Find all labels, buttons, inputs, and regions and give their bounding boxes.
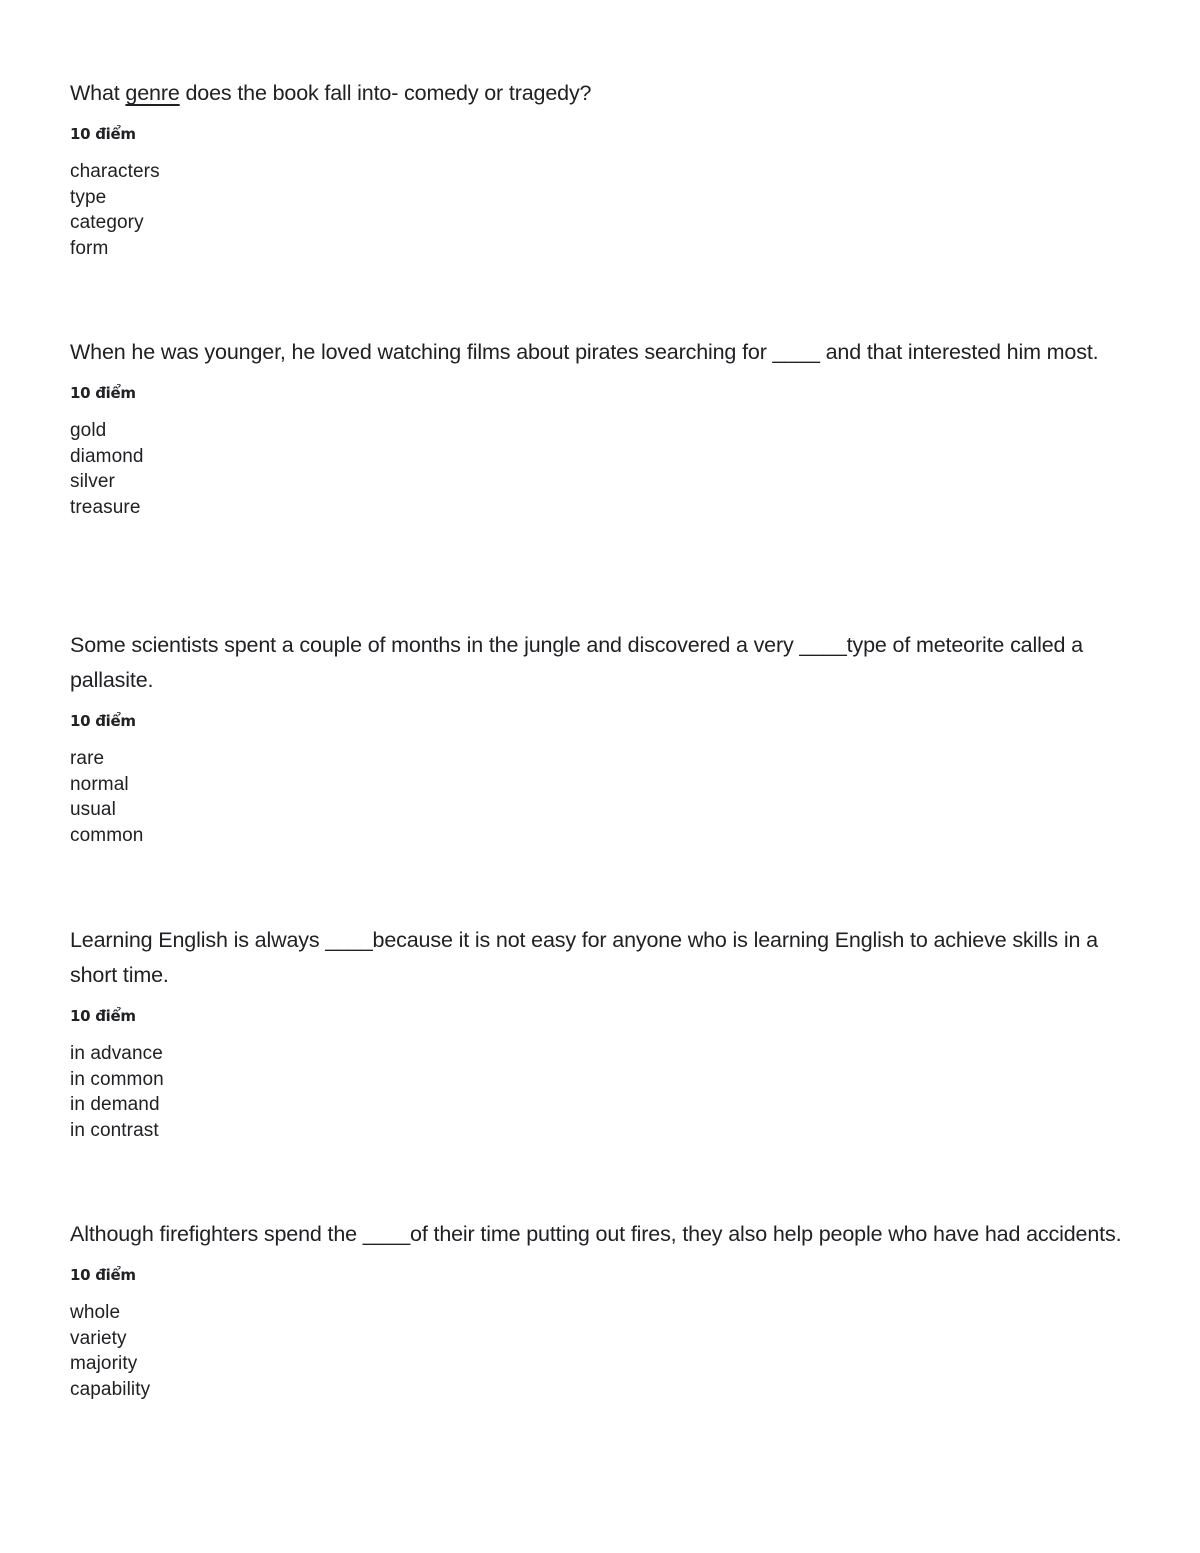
answer-option[interactable]: diamond: [70, 445, 144, 467]
points-label: 10 điểm: [70, 712, 136, 730]
question-text-part: What: [70, 81, 126, 105]
question-2: [70, 335, 1150, 520]
answer-options: [70, 746, 1150, 848]
answer-option[interactable]: silver: [70, 471, 115, 492]
answer-option[interactable]: treasure: [70, 496, 141, 518]
answer-option[interactable]: common: [70, 824, 144, 846]
answer-option[interactable]: capability: [70, 1378, 151, 1400]
question-3: [70, 628, 1150, 848]
answer-option[interactable]: usual: [70, 799, 116, 820]
answer-option[interactable]: type: [70, 186, 107, 208]
answer-options: [70, 418, 1150, 520]
points-label: 10 điểm: [70, 125, 136, 143]
question-4: [70, 923, 1150, 1143]
underlined-word: genre: [125, 81, 180, 105]
question-text: [70, 76, 1150, 111]
answer-option[interactable]: gold: [70, 420, 107, 441]
answer-option[interactable]: characters: [70, 161, 160, 182]
answer-option[interactable]: in contrast: [70, 1119, 159, 1141]
answer-option[interactable]: in common: [70, 1068, 164, 1090]
points-label: 10 điểm: [70, 1266, 136, 1284]
answer-option[interactable]: category: [70, 212, 144, 233]
answer-options: [70, 159, 1150, 261]
question-1: [70, 76, 1150, 261]
points-label: 10 điểm: [70, 1007, 136, 1025]
question-text-part: does the book fall into- comedy or tragedy?: [179, 81, 592, 105]
question-text: Learning English is always ____because it is not easy for anyone who is learning English to achieve skills in a short time.: [70, 928, 1098, 987]
question-text: Some scientists spent a couple of months in the jungle and discovered a very ____type of meteorite called a pallasite.: [70, 633, 1083, 692]
answer-option[interactable]: in demand: [70, 1094, 160, 1115]
answer-option[interactable]: in advance: [70, 1043, 163, 1064]
answer-option[interactable]: rare: [70, 748, 105, 769]
answer-option[interactable]: whole: [70, 1302, 121, 1323]
question-text: When he was younger, he loved watching films about pirates searching for ____ and that interested him most.: [70, 340, 1099, 364]
answer-option[interactable]: variety: [70, 1327, 127, 1349]
answer-options: [70, 1300, 1150, 1402]
answer-option[interactable]: form: [70, 237, 109, 259]
points-label: 10 điểm: [70, 384, 136, 402]
question-text: Although firefighters spend the ____of their time putting out fires, they also help people who have had accidents.: [70, 1222, 1122, 1246]
question-5: [70, 1217, 1150, 1402]
answer-options: [70, 1041, 1150, 1143]
answer-option[interactable]: normal: [70, 773, 129, 795]
answer-option[interactable]: majority: [70, 1353, 138, 1374]
